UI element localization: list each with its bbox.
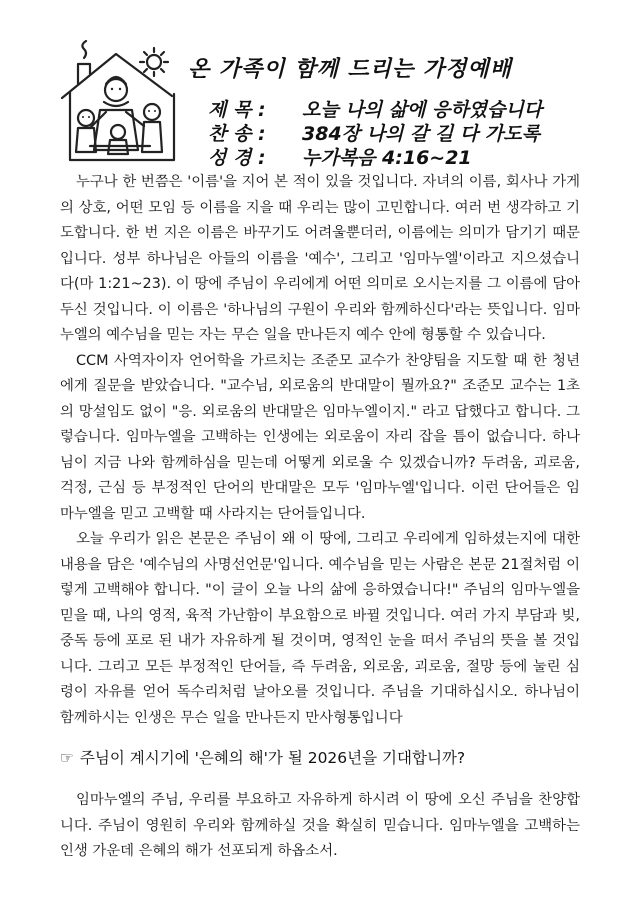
scripture-row <box>208 143 472 170</box>
sermon-body <box>60 170 580 731</box>
prayer-section <box>60 788 580 865</box>
prayer-text: 임마누엘의 주님, 우리를 부요하고 자유하게 하시려 이 땅에 오신 주님을 찬양합니다. 주님이 영원히 우리와 함께하실 것을 확실히 믿습니다. 임마누엘을 고백하는 인생 가운데 은혜의 해가 선포되게 하옵소서. <box>60 792 580 859</box>
sermon-paragraph-1: 누구나 한 번쯤은 '이름'을 지어 본 적이 있을 것입니다. 자녀의 이름, 회사나 가게의 상호, 어떤 모임 등 이름을 지을 때 우리는 많이 고민합니다. 여러 번 생각하고 기도합니다. 한 번 지은 이름은 바꾸기도 어려울뿐더러, 이름에는 의미가 담기기 때문입니다. 성부 하나님은 아들의 이름을 '예수', 그리고 '임마누엘'이라고 지으셨습니다(마 1:21~23). 이 땅에 주님이 우리에게 어떤 의미로 오시는지를 그 이름에 담아 두신 것입니다. 이 이름은 '하나님의 구원이 우리와 함께하신다'라는 뜻입니다. 임마누엘의 예수님을 믿는 자는 무슨 일을 만나든지 예수 안에 형통할 수 있습니다. <box>60 174 580 343</box>
page-title: 온 가족이 함께 드리는 가정예배 <box>188 57 512 82</box>
hymn-value: 384장 나의 갈 길 다 가도록 <box>302 123 540 145</box>
sermon-paragraph-2: CCM 사역자이자 언어학을 가르치는 조준모 교수가 찬양팀을 지도할 때 한 청년에게 질문을 받았습니다. "교수님, 외로움의 반대말이 뭘까요?" 조준모 교수는 1초의 망설임도 없이 "응. 외로움의 반대말은 임마누엘이지." 라고 답했다고 합니다. 그렇습니다. 임마누엘을 고백하는 인생에는 외로움이 자리 잡을 틈이 없습니다. 하나님이 지금 나와 함께하심을 믿는데 어떻게 외로울 수 있겠습니까? 두려움, 괴로움, 걱정, 근심 등 부정적인 단어의 반대말은 모두 '임마누엘'입니다. 이런 단어들은 임마누엘을 믿고 고백할 때 사라지는 단어들입니다. <box>60 352 580 522</box>
theme-label: 제 목 : <box>208 99 266 121</box>
question-text: 주님이 계시기에 '은혜의 해'가 될 2026년을 기대합니까? <box>79 749 466 767</box>
scripture-value: 누가복음 4:16~21 <box>302 147 472 169</box>
pointing-hand-icon: ☞ <box>60 749 74 767</box>
sermon-paragraph-3: 오늘 우리가 읽은 본문은 주님이 왜 이 땅에, 그리고 우리에게 임하셨는지에 대한 내용을 담은 '예수님의 사명선언문'입니다. 예수님을 믿는 사람은 본문 21절처럼 이렇게 고백해야 합니다. "이 글이 오늘 나의 삶에 응하였습니다!" 주님의 임마누엘을 믿을 때, 나의 영적, 육적 가난함이 부요함으로 바뀔 것입니다. 여러 가지 부담과 빚, 중독 등에 포로 된 내가 자유하게 될 것이며, 영적인 눈을 떠서 주님의 뜻을 볼 것입니다. 그리고 모든 부정적인 단어들, 즉 두려움, 외로움, 괴로움, 절망 등에 눌린 심령이 자유를 얻어 독수리처럼 날아오를 것입니다. 주님을 기대하십시오. 하나님이 함께하시는 인생은 무슨 일을 만나든지 만사형통입니다 <box>60 531 580 726</box>
theme-value: 오늘 나의 삶에 응하였습니다 <box>302 99 543 121</box>
family-worship-illustration-icon <box>54 40 192 168</box>
reflection-question <box>60 746 580 768</box>
hymn-label: 찬 송 : <box>208 123 266 145</box>
scripture-label: 성 경 : <box>208 147 266 169</box>
hymn-row <box>208 119 540 146</box>
theme-row <box>208 95 542 122</box>
